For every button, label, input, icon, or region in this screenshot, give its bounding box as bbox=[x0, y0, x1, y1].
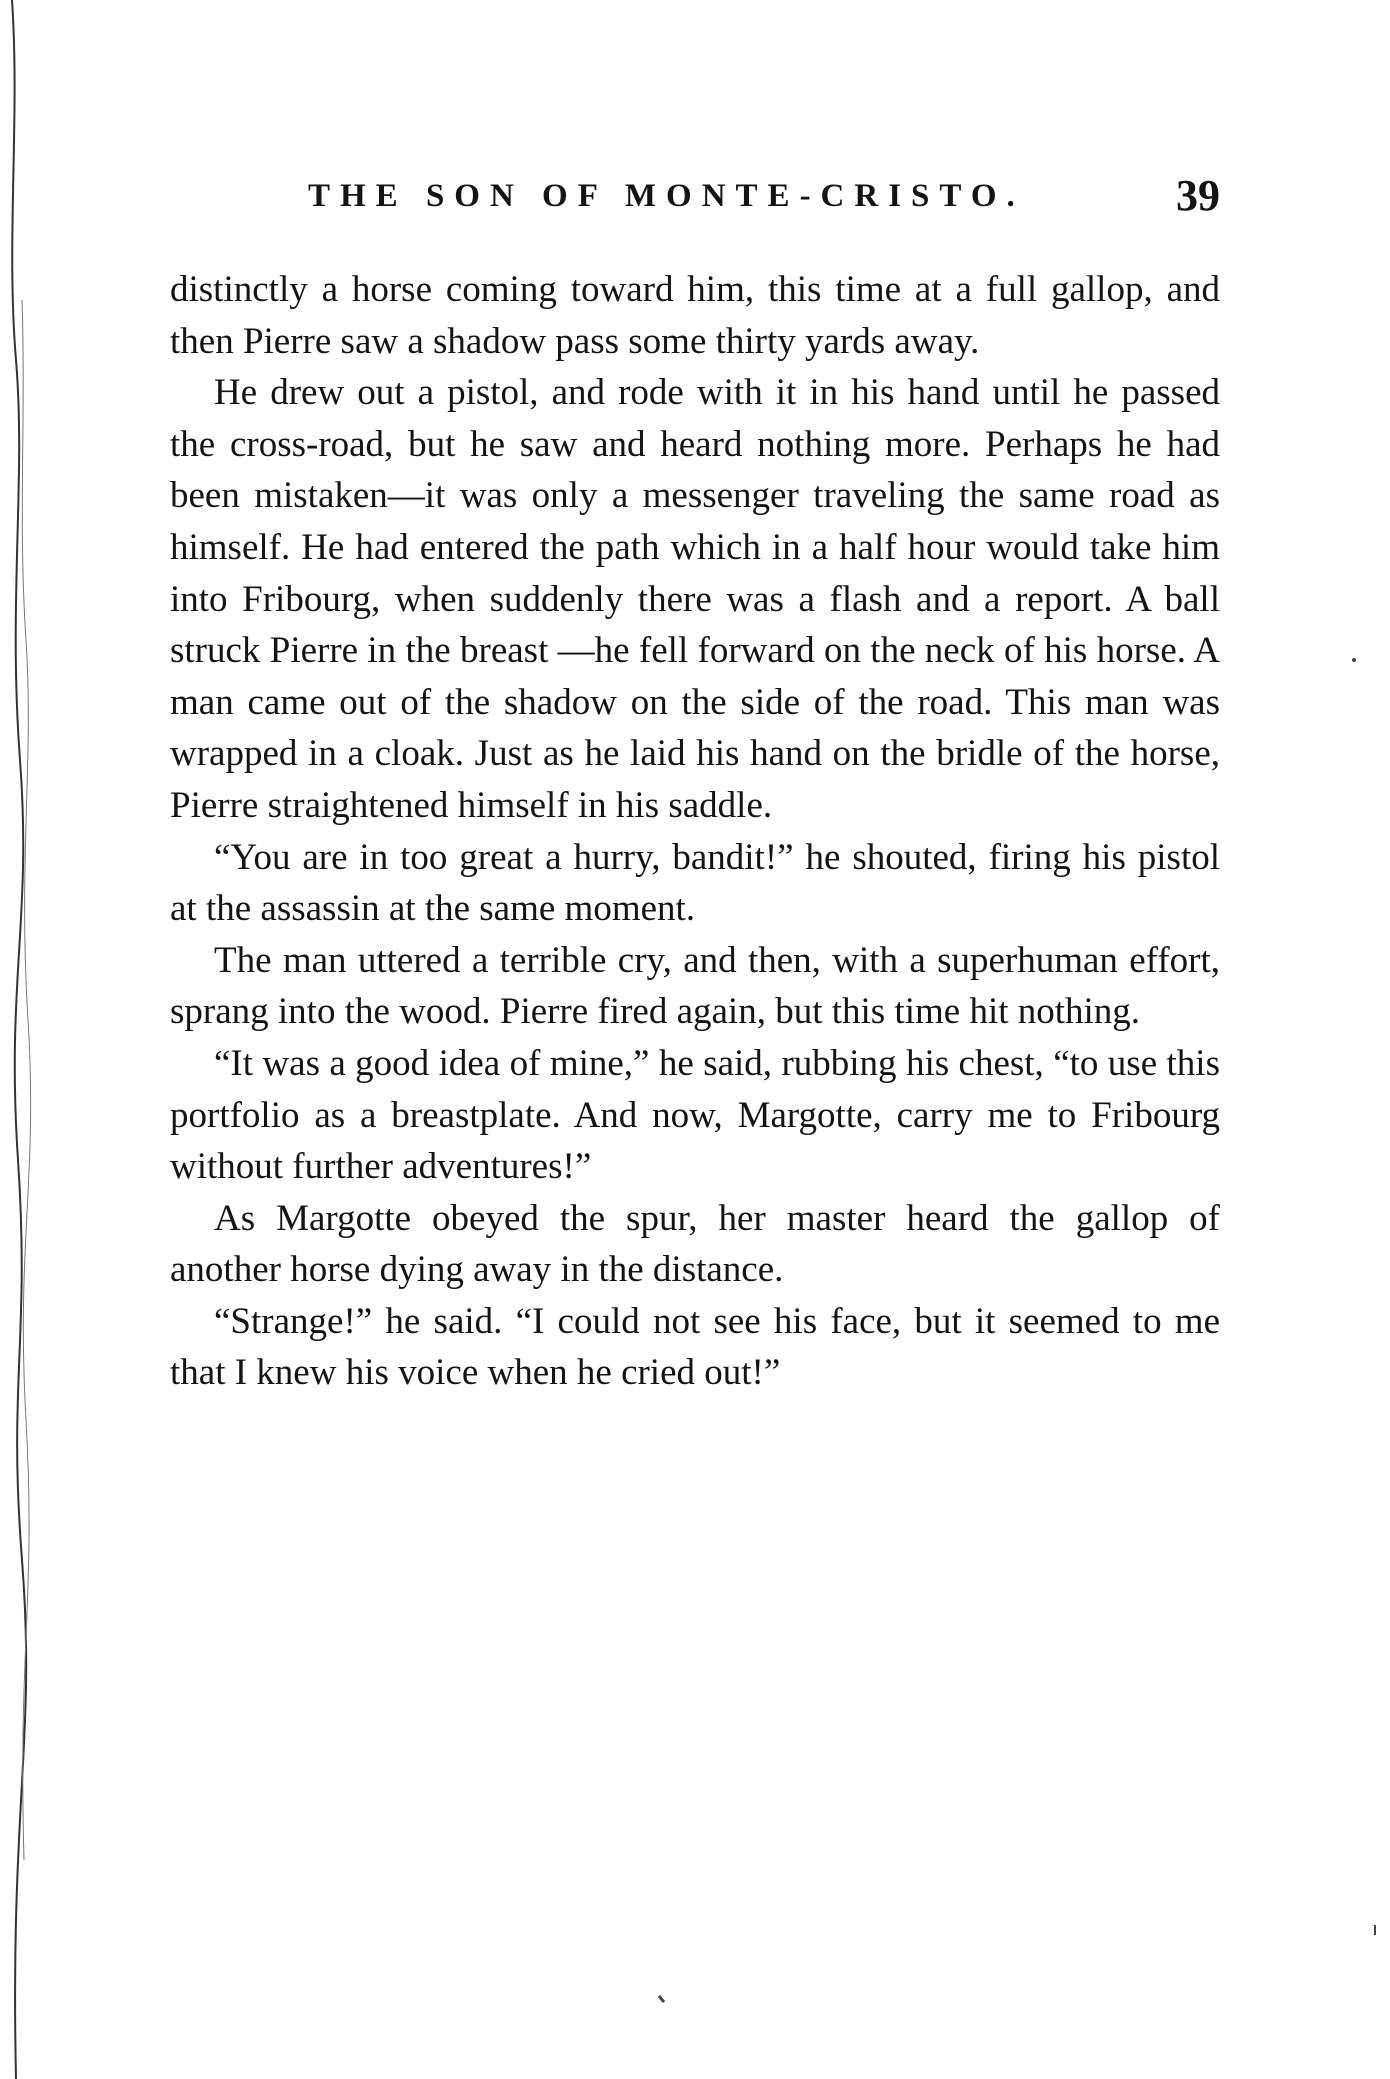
paragraph: “You are in too great a hurry, bandit!” he shouted, firing his pistol at the assassin at the same moment. bbox=[170, 836, 1220, 930]
ink-speck bbox=[658, 1995, 665, 2003]
page-number: 39 bbox=[1176, 171, 1220, 220]
page-edge-line bbox=[0, 0, 36, 2079]
ink-speck bbox=[1352, 658, 1356, 662]
paragraph: As Margotte obeyed the spur, her master heard the gallop of another horse dying away in the distance. bbox=[170, 1197, 1220, 1291]
paragraph: distinctly a horse coming toward him, this time at a full gallop, and then Pierre saw a shadow pass some thirty yards away. bbox=[170, 269, 1220, 362]
paragraph: “Strange!” he said. “I could not see his face, but it seemed to me that I knew his voice when he cried out!” bbox=[170, 1300, 1220, 1394]
ink-speck bbox=[1374, 1925, 1376, 1935]
paragraph: The man uttered a terrible cry, and then, with a superhuman effort, sprang into the wood. Pierre fired again, but this time hit nothing. bbox=[170, 939, 1220, 1033]
body-text bbox=[170, 264, 1220, 1399]
running-head bbox=[170, 170, 1220, 234]
paragraph: “It was a good idea of mine,” he said, rubbing his chest, “to use this portfolio as a breastplate. And now, Margotte, carry me to Fribourg without further adventures!” bbox=[170, 1042, 1220, 1188]
paragraph: He drew out a pistol, and rode with it in his hand until he passed the cross-road, but he saw and heard nothing more. Perhaps he had been mistaken—it was only a messenger traveling the same road as himself. He had entered the path which in a half hour would take him into Fribourg, when suddenly there was a flash and a report. A ball struck Pierre in the breast —he fell forward on the neck of his horse. A man came out of the shadow on the side of the road. This man was wrapped in a cloak. Just as he laid his hand on the bridle of the horse, Pierre straightened himself in his saddle. bbox=[170, 372, 1220, 826]
running-title: THE SON OF MONTE-CRISTO. bbox=[308, 178, 1025, 214]
